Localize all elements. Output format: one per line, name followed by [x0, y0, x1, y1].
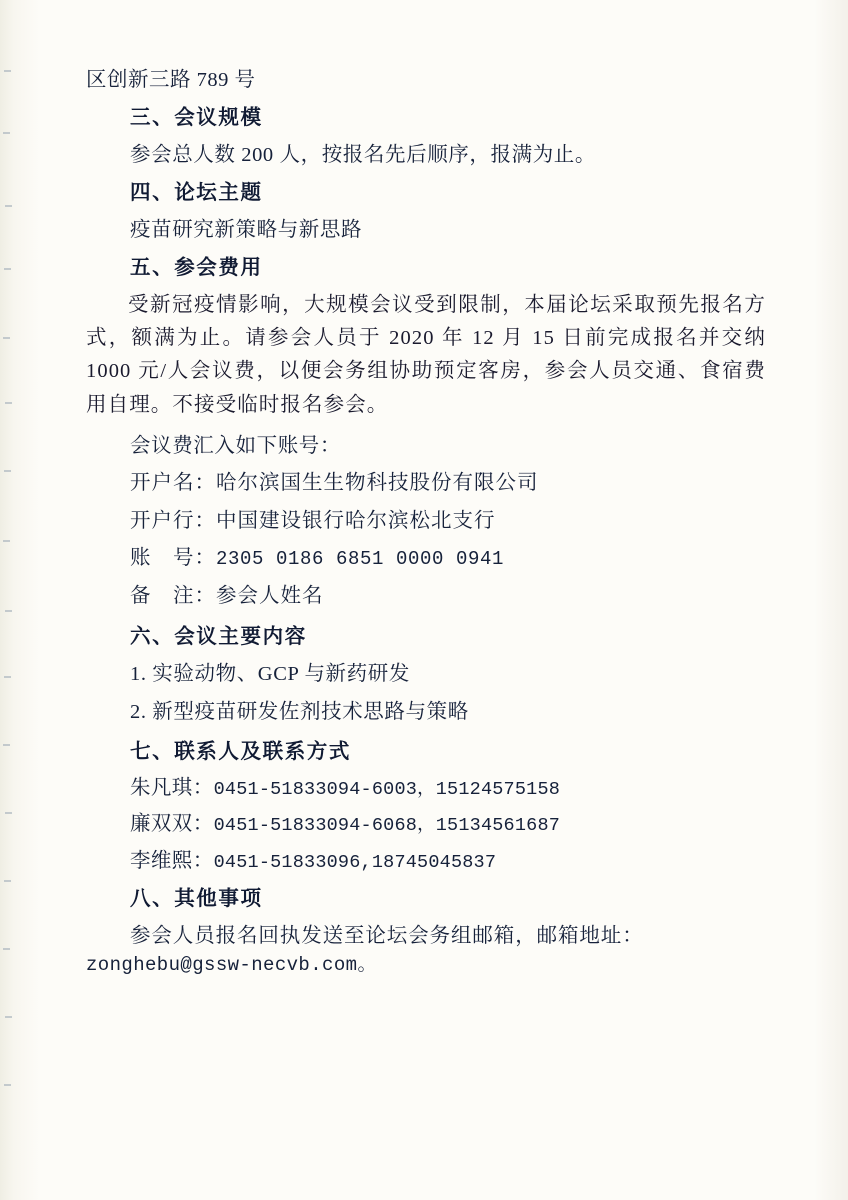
contact-email: zonghebu@gssw-necvb.com。	[86, 954, 377, 977]
account-number-value: 2305 0186 6851 0000 0941	[216, 548, 505, 571]
bank-account-name-row	[130, 473, 766, 494]
section-heading-4: 四、论坛主题	[130, 181, 263, 204]
contact-row-3	[130, 851, 766, 873]
address-tail: 区创新三路 789 号	[86, 69, 256, 91]
bank-branch-row	[130, 511, 766, 532]
section-heading-8: 八、其他事项	[130, 888, 263, 911]
document-body	[86, 62, 766, 975]
remark-row	[130, 586, 766, 607]
section-body-4: 疫苗研究新策略与新思路	[130, 219, 363, 241]
contact-numbers-2: 0451-51833094-6068，15134561687	[213, 815, 561, 837]
contact-row-2	[130, 814, 766, 836]
contact-numbers-3: 0451-51833096,18745045837	[213, 851, 497, 873]
payment-intro: 会议费汇入如下账号：	[130, 434, 341, 457]
agenda-item-1: 1. 实验动物、GCP 与新药研发	[130, 663, 410, 686]
bank-branch-label: 开户行：	[130, 509, 216, 532]
contact-numbers-1: 0451-51833094-6003，15124575158	[213, 778, 561, 800]
bank-branch-value: 中国建设银行哈尔滨松北支行	[216, 509, 496, 532]
section-heading-5: 五、参会费用	[130, 256, 263, 279]
remark-value: 参会人姓名	[216, 585, 324, 608]
section-body-5-paragraph: 受新冠疫情影响，大规模会议受到限制，本届论坛采取预先报名方式，额满为止。请参会人员于 2020 年 12 月 15 日前完成报名并交纳 1000 元/人会议费，以便会务组协助预定客房，参会人员交通、食宿费用自理。不接受临时报名参会。	[86, 294, 766, 416]
section-heading-7: 七、联系人及联系方式	[130, 741, 351, 764]
section-body-3: 参会总人数 200 人，按报名先后顺序，报满为止。	[130, 144, 596, 166]
bank-account-name-label: 开户名：	[130, 472, 216, 495]
section-heading-6: 六、会议主要内容	[130, 625, 307, 648]
contact-name-2: 廉双双：	[130, 813, 214, 836]
contact-row-1	[130, 778, 766, 800]
contact-name-1: 朱凡琪：	[130, 776, 214, 799]
account-number-label: 账 号：	[130, 547, 216, 570]
bank-account-name-value: 哈尔滨国生生物科技股份有限公司	[216, 472, 539, 495]
section-heading-3: 三、会议规模	[130, 106, 263, 129]
remark-label: 备 注：	[130, 585, 216, 608]
agenda-item-2: 2. 新型疫苗研发佐剂技术思路与策略	[130, 700, 469, 723]
other-body-line-1: 参会人员报名回执发送至论坛会务组邮箱，邮箱地址：	[130, 924, 644, 947]
contact-name-3: 李维熙：	[130, 849, 214, 872]
scan-edge-marks	[0, 0, 16, 1200]
account-number-row	[130, 548, 766, 569]
